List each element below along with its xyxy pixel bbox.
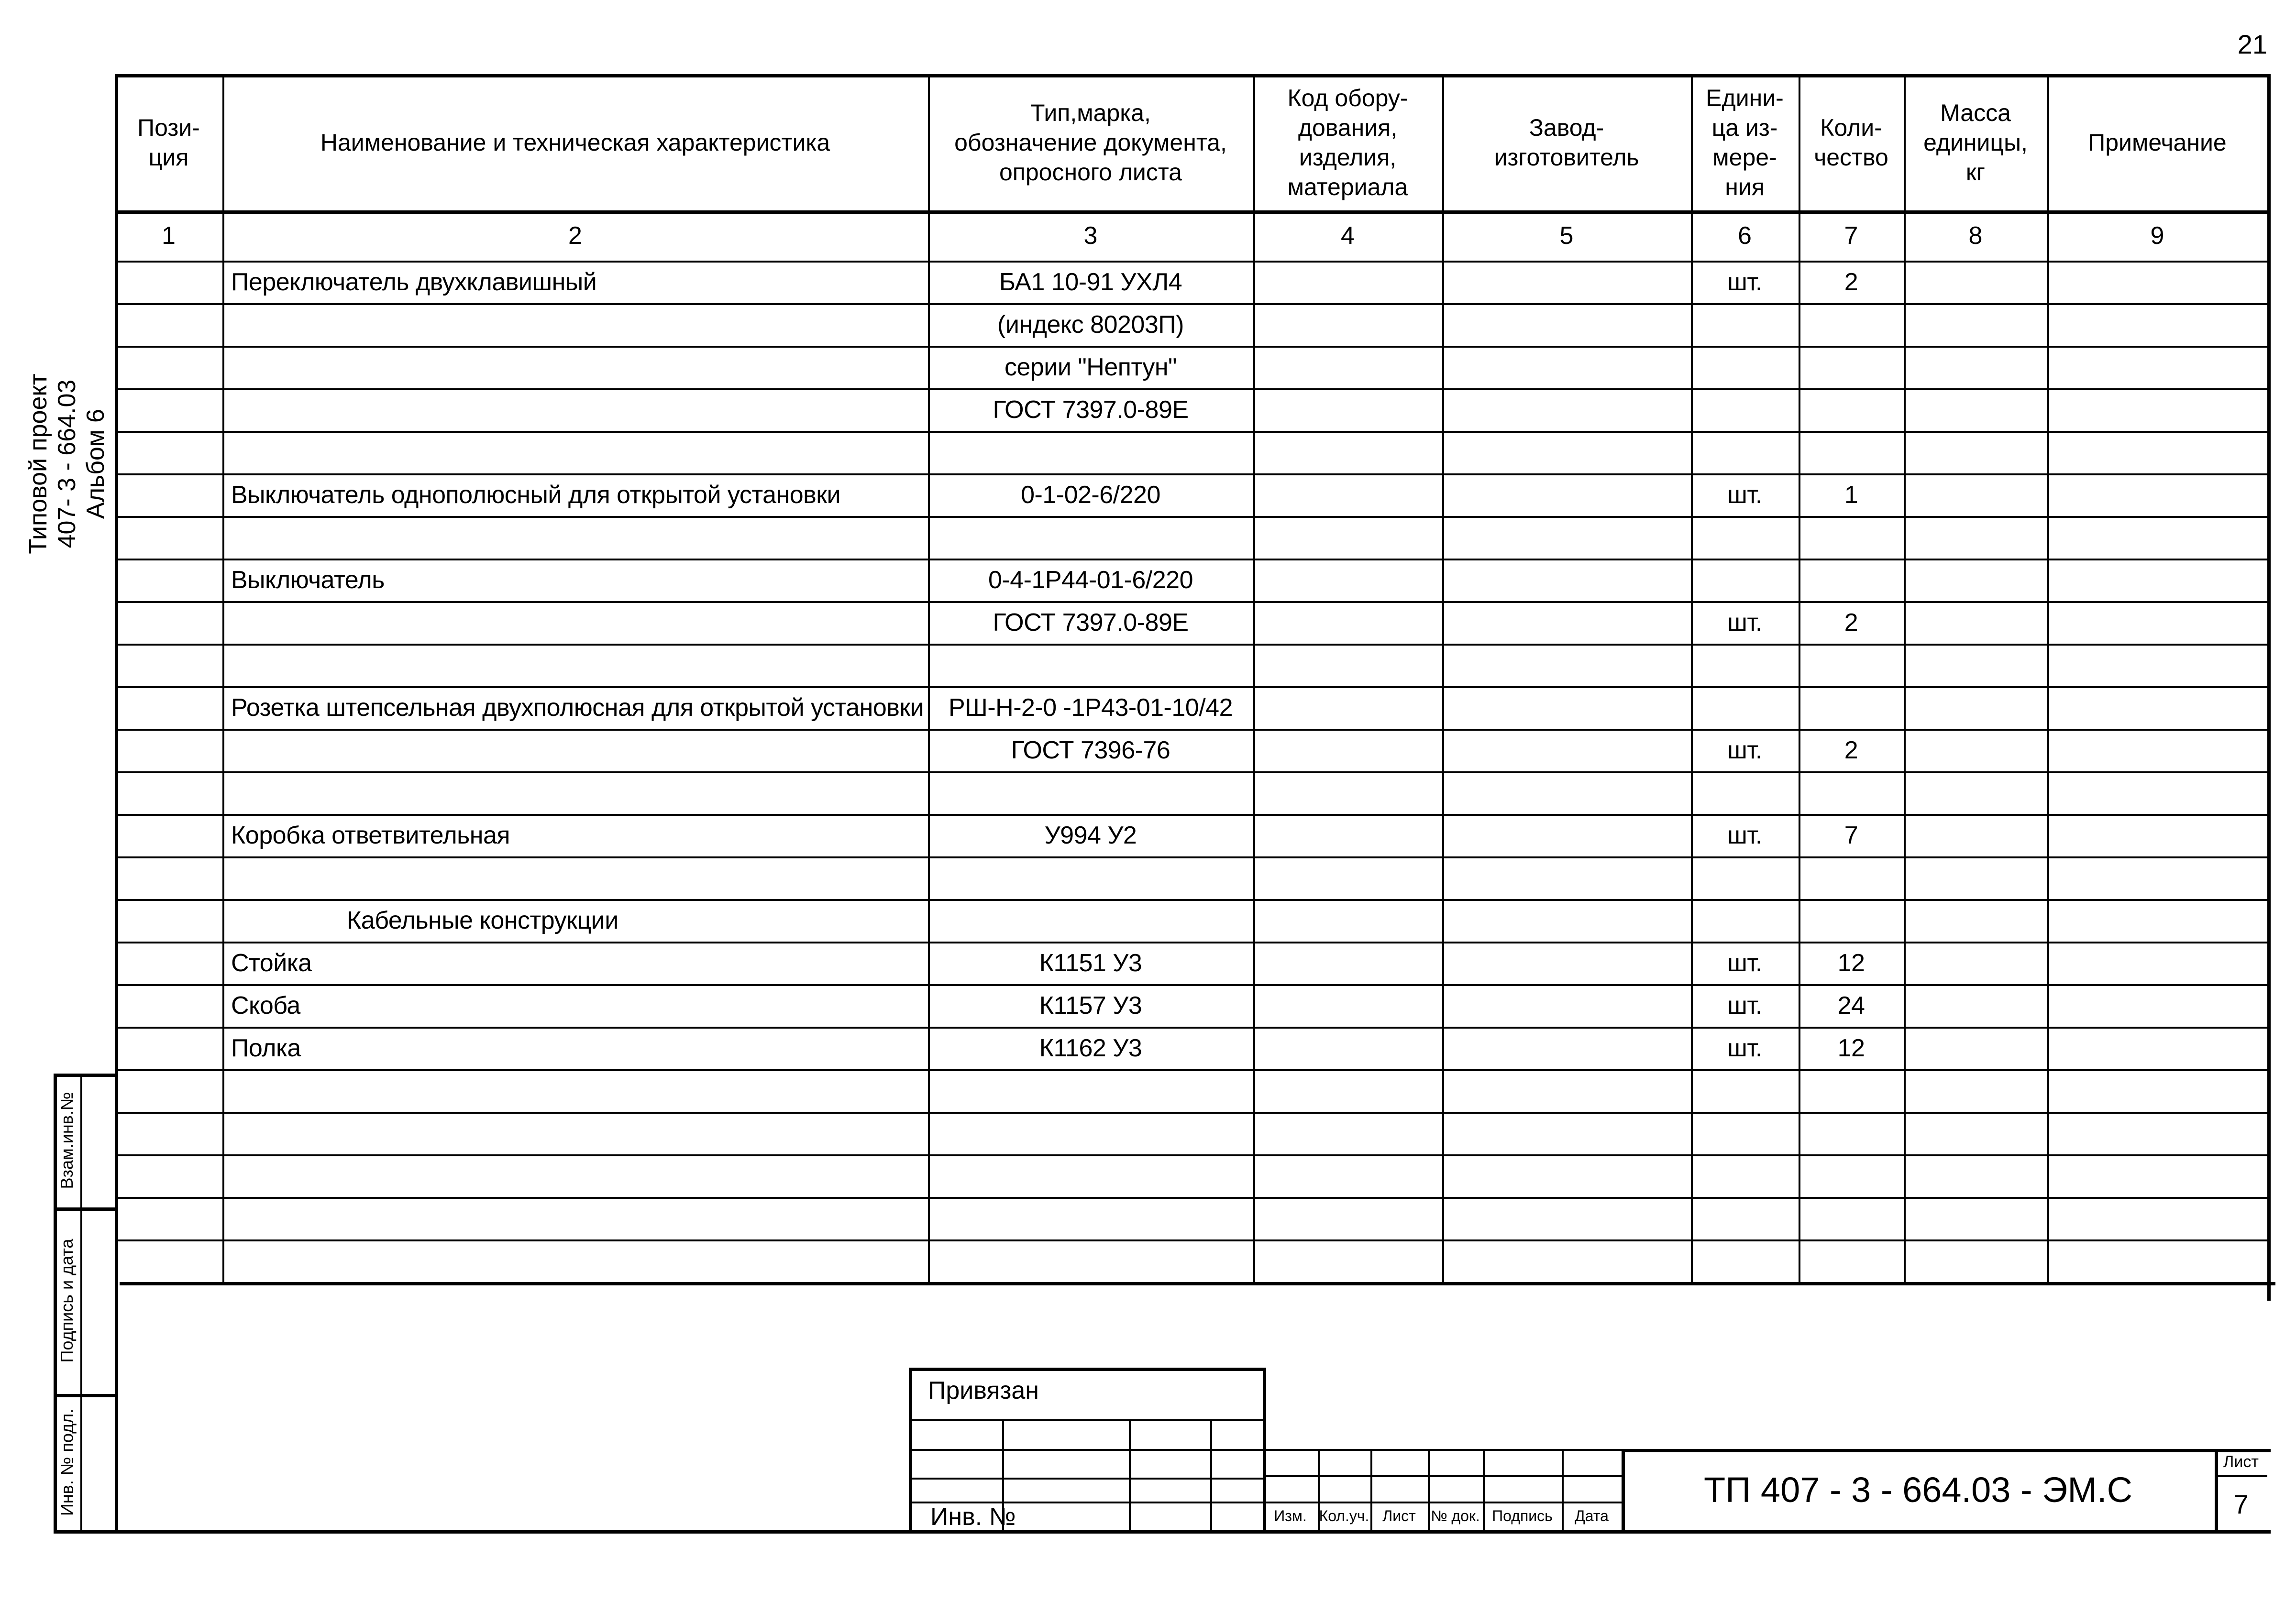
row-qty: 2 [1844,268,1858,296]
row-qty [1799,346,1904,388]
row-unit [1691,1069,1799,1112]
sheet-label: Лист [2223,1453,2259,1471]
row-type [928,1154,1253,1197]
row-unit [1691,1239,1799,1282]
row-unit [1691,516,1799,559]
row-unit [1691,346,1799,388]
row-qty [1799,644,1904,686]
changes-col-izm: Изм. [1274,1507,1307,1524]
project-label-line1: Типовой проект [24,373,52,554]
project-label-line3: Альбом 6 [82,409,110,519]
column-number-1: 1 [162,221,176,250]
privyazan-line [909,1478,1263,1480]
row-qty: 12 [1837,949,1865,977]
row-name: Переключатель двухклавишный [231,268,597,296]
row-type: К1162 У3 [1039,1034,1142,1062]
project-label-line2: 407- 3 - 664.03 [53,379,81,548]
row-unit [1691,303,1799,346]
row-type: РШ-Н-2-0 -1Р43-01-10/42 [949,693,1233,722]
column-number-7: 7 [1844,221,1858,250]
row-unit [1691,856,1799,899]
changes-col-list: Лист [1382,1507,1416,1524]
stamp-right-line [115,1074,118,1534]
row-qty [1799,388,1904,431]
changes-col-data: Дата [1575,1507,1609,1524]
row-type [928,899,1253,942]
row-name: Выключатель однополюсный для открытой установки [231,481,841,509]
row-type [928,1069,1253,1112]
row-type [928,431,1253,473]
stamp-podpis: Подпись и дата [57,1239,77,1363]
row-qty [1799,1069,1904,1112]
row-qty: 2 [1844,608,1858,636]
row-qty [1799,1154,1904,1197]
row-qty [1799,516,1904,559]
row-unit: шт. [1727,268,1762,296]
column-header-7: Коли- чество [1814,114,1888,171]
row-qty [1799,686,1904,729]
row-unit [1691,1154,1799,1197]
privyazan-line [909,1419,1263,1421]
row-type: 0-1-02-6/220 [1021,481,1160,509]
column-header-3: Тип,марка, обозначение документа, опросного листа [954,99,1227,186]
row-type: БА1 10-91 УХЛ4 [999,268,1182,296]
row-unit: шт. [1727,608,1762,636]
row-unit: шт. [1727,736,1762,764]
row-unit [1691,559,1799,601]
row-type [928,1239,1253,1282]
row-qty [1799,303,1904,346]
row-qty: 24 [1837,991,1865,1020]
row-type [928,1197,1253,1239]
row-name: Полка [231,1034,301,1062]
row-qty [1799,1112,1904,1154]
row-name: Выключатель [231,566,385,594]
row-unit [1691,431,1799,473]
row-qty [1799,1197,1904,1239]
row-unit [1691,1197,1799,1239]
stamp-vzam: Взам.инв.№ [57,1092,77,1189]
changes-top [1263,1449,1622,1451]
row-qty: 2 [1844,736,1858,764]
row-name: Розетка штепсельная двухполюсная для открытой установки [231,693,924,722]
stamp-inv: Инв. № подл. [57,1408,77,1516]
column-number-4: 4 [1341,221,1355,250]
column-header-6: Едини- ца из- мере- ния [1706,84,1784,200]
privyazan-line [909,1449,1263,1451]
row-type: серии "Нептун" [1004,353,1177,381]
document-designation: ТП 407 - 3 - 664.03 - ЭМ.С [1703,1469,2133,1510]
column-header-1: Пози- ция [137,114,200,171]
stamp-mid-line [80,1074,82,1530]
row-unit: шт. [1727,949,1762,977]
changes-col-podpis: Подпись [1492,1507,1553,1524]
column-header-8: Масса единицы, кг [1923,99,2028,186]
row-unit [1691,899,1799,942]
row-qty [1799,899,1904,942]
column-number-5: 5 [1559,221,1574,250]
changes-col-ndok: № док. [1431,1507,1480,1524]
privyazan-vline [1129,1419,1131,1530]
row-qty: 12 [1837,1034,1865,1062]
row-type: ГОСТ 7396-76 [1011,736,1170,764]
column-number-2: 2 [568,221,582,250]
column-header-5: Завод- изготовитель [1494,114,1639,171]
column-header-9: Примечание [2088,129,2227,156]
changes-line [1263,1475,1622,1477]
row-type: К1157 У3 [1039,991,1142,1020]
column-header-2: Наименование и техническая характеристика [320,129,830,156]
privyazan-vline [1210,1419,1212,1530]
sheet-number: 7 [2233,1489,2249,1519]
row-unit: шт. [1727,1034,1762,1062]
row-unit: шт. [1727,481,1762,509]
row-qty [1799,771,1904,814]
row-qty [1799,856,1904,899]
column-number-9: 9 [2150,221,2164,250]
page-bottom-line [115,1530,2271,1534]
row-unit [1691,1112,1799,1154]
inv-no-label: Инв. № [930,1503,1016,1531]
column-header-4: Код обору- дования, изделия, материала [1287,84,1408,200]
row-unit [1691,771,1799,814]
row-type [928,1112,1253,1154]
privyazan-top [909,1368,1265,1371]
row-type [928,856,1253,899]
stamp-bottom [54,1530,117,1534]
column-number-6: 6 [1738,221,1752,250]
row-type [928,516,1253,559]
row-line [120,1282,2275,1285]
row-name: Коробка ответвительная [231,821,510,849]
privyazan-label: Привязан [928,1377,1039,1404]
changes-col-koluch: Кол.уч. [1319,1507,1369,1524]
row-unit: шт. [1727,991,1762,1020]
project-label [19,335,115,593]
row-qty: 1 [1844,481,1858,509]
column-number-3: 3 [1083,221,1098,250]
row-qty [1799,559,1904,601]
row-unit [1691,644,1799,686]
row-type: ГОСТ 7397.0-89Е [993,395,1189,424]
row-unit: шт. [1727,821,1762,849]
row-unit [1691,388,1799,431]
row-type: (индекс 80203П) [997,310,1184,339]
column-number-8: 8 [1968,221,1983,250]
row-type [928,771,1253,814]
sheet-box-line [2215,1475,2267,1477]
row-type: 0-4-1Р44-01-6/220 [988,566,1193,594]
row-type: ГОСТ 7397.0-89Е [993,608,1189,636]
page-number: 21 [2237,29,2267,59]
row-qty [1799,1239,1904,1282]
row-name: Скоба [231,991,300,1020]
row-unit [1691,686,1799,729]
row-qty [1799,431,1904,473]
row-type [928,644,1253,686]
row-type: У994 У2 [1044,821,1137,849]
row-name: Кабельные конструкции [347,906,618,934]
row-name: Стойка [231,949,312,977]
row-qty: 7 [1844,821,1858,849]
row-type: К1151 У3 [1039,949,1142,977]
